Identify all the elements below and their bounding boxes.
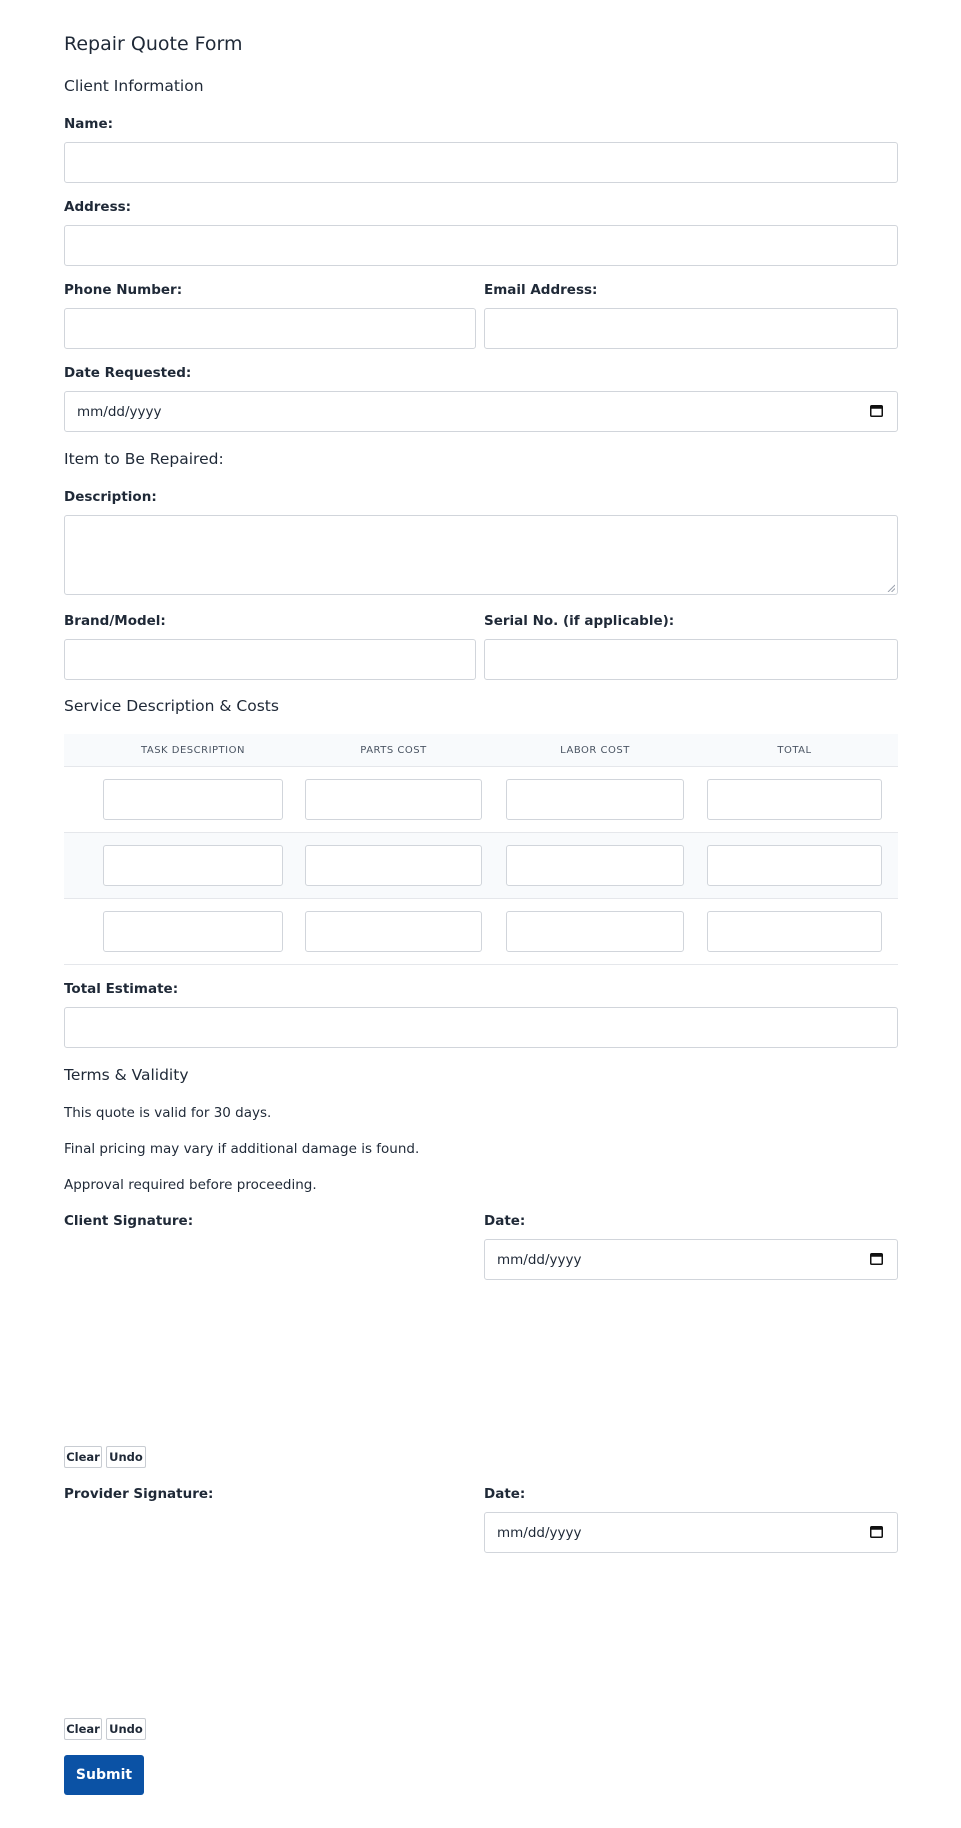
labor-cost-input[interactable]: [506, 779, 684, 820]
serial-input[interactable]: [484, 639, 898, 680]
column-header: TASK DESCRIPTION: [141, 745, 245, 756]
item-heading: Item to Be Repaired:: [64, 450, 224, 468]
provider-date-label: Date:: [484, 1486, 526, 1502]
task-description-input[interactable]: [103, 911, 283, 952]
email-input[interactable]: [484, 308, 898, 349]
terms-line: Approval required before proceeding.: [64, 1177, 317, 1193]
client-date-label: Date:: [484, 1213, 526, 1229]
total-estimate-label: Total Estimate:: [64, 981, 179, 997]
calendar-icon[interactable]: [870, 1525, 883, 1538]
provider-date-placeholder: mm/dd/yyyy: [497, 1524, 582, 1541]
serial-label: Serial No. (if applicable):: [484, 613, 675, 629]
task-description-input[interactable]: [103, 845, 283, 886]
provider-signature-pad[interactable]: [64, 1511, 476, 1711]
total-estimate-input[interactable]: [64, 1007, 898, 1048]
service-heading: Service Description & Costs: [64, 697, 279, 715]
cost-table: [64, 734, 898, 967]
address-label: Address:: [64, 199, 132, 215]
phone-input[interactable]: [64, 308, 476, 349]
resize-grip-icon[interactable]: [887, 584, 895, 592]
table-row: [64, 899, 898, 965]
client-info-heading: Client Information: [64, 77, 204, 95]
provider-date-input[interactable]: [484, 1512, 898, 1553]
column-header: LABOR COST: [560, 745, 630, 756]
column-header: TOTAL: [777, 745, 812, 756]
row-total-input[interactable]: [707, 845, 882, 886]
brand-label: Brand/Model:: [64, 613, 166, 629]
client-date-input[interactable]: [484, 1239, 898, 1280]
email-label: Email Address:: [484, 282, 598, 298]
page-title: Repair Quote Form: [64, 33, 243, 55]
name-label: Name:: [64, 116, 114, 132]
labor-cost-input[interactable]: [506, 845, 684, 886]
date-requested-input[interactable]: [64, 391, 898, 432]
provider-undo-button[interactable]: Undo: [106, 1718, 146, 1740]
table-row: [64, 833, 898, 899]
client-clear-button[interactable]: Clear: [64, 1446, 102, 1468]
calendar-icon[interactable]: [870, 1252, 883, 1265]
column-header: PARTS COST: [360, 745, 427, 756]
provider-signature-label: Provider Signature:: [64, 1486, 214, 1502]
client-date-placeholder: mm/dd/yyyy: [497, 1251, 582, 1268]
date-requested-label: Date Requested:: [64, 365, 192, 381]
description-textarea[interactable]: [64, 515, 898, 595]
terms-line: Final pricing may vary if additional damage is found.: [64, 1141, 420, 1157]
parts-cost-input[interactable]: [305, 911, 482, 952]
task-description-input[interactable]: [103, 779, 283, 820]
date-requested-placeholder: mm/dd/yyyy: [77, 403, 162, 420]
client-undo-button[interactable]: Undo: [106, 1446, 146, 1468]
parts-cost-input[interactable]: [305, 779, 482, 820]
parts-cost-input[interactable]: [305, 845, 482, 886]
description-label: Description:: [64, 489, 157, 505]
brand-input[interactable]: [64, 639, 476, 680]
labor-cost-input[interactable]: [506, 911, 684, 952]
table-row: [64, 767, 898, 833]
terms-heading: Terms & Validity: [64, 1066, 189, 1084]
row-total-input[interactable]: [707, 911, 882, 952]
client-signature-pad[interactable]: [64, 1238, 476, 1438]
name-input[interactable]: [64, 142, 898, 183]
client-signature-label: Client Signature:: [64, 1213, 194, 1229]
calendar-icon[interactable]: [870, 404, 883, 417]
provider-clear-button[interactable]: Clear: [64, 1718, 102, 1740]
terms-line: This quote is valid for 30 days.: [64, 1105, 272, 1121]
phone-label: Phone Number:: [64, 282, 183, 298]
address-input[interactable]: [64, 225, 898, 266]
submit-button[interactable]: Submit: [64, 1755, 144, 1795]
row-total-input[interactable]: [707, 779, 882, 820]
